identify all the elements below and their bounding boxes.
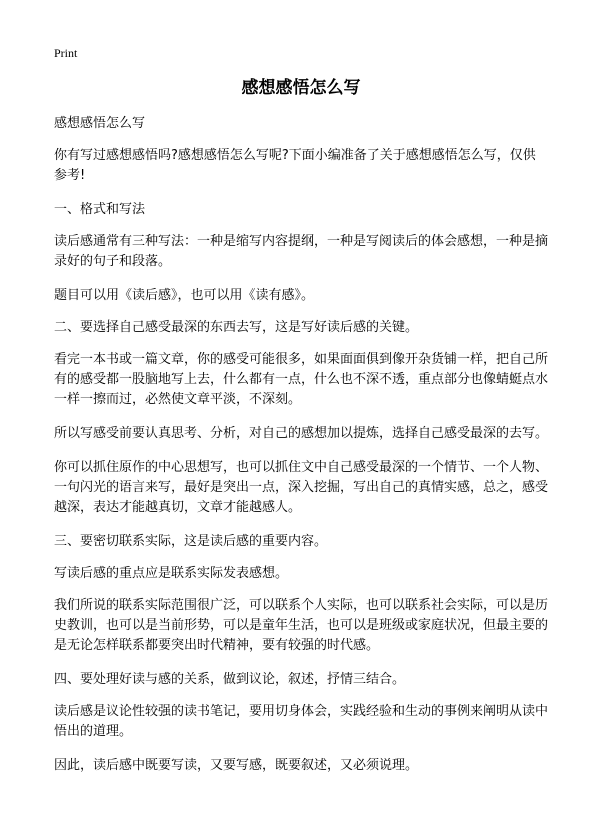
paragraph: 看完一本书或一篇文章，你的感受可能很多，如果面面俱到像开杂货铺一样，把自己所有的感受都一股脑地写上去，什么都有一点，什么也不深不透，重点部分也像蜻蜓点水一样一擦而过，必然使文章平淡，不深刻。 <box>54 352 549 407</box>
paragraph: 读后感通常有三种写法：一种是缩写内容提纲，一种是写阅读后的体会感想，一种是摘录好的句子和段落。 <box>54 234 549 269</box>
paragraph: 读后感是议论性较强的读书笔记，要用切身体会，实践经验和生动的事例来阐明从读中悟出的道理。 <box>54 704 549 739</box>
paragraph: 你可以抓住原作的中心思想写，也可以抓住文中自己感受最深的一个情节、一个人物、一句闪光的语言来写，最好是突出一点，深入挖掘，写出自己的真情实感，总之，感受越深，表达才能越真切，文章才能越感人。 <box>54 460 549 515</box>
section-heading-1: 一、格式和写法 <box>54 202 146 217</box>
paragraph-intro: 你有写过感想感悟吗?感想感悟怎么写呢?下面小编准备了关于感想感悟怎么写，仅供参考! <box>54 148 536 183</box>
paragraph: 写读后感的重点应是联系实际发表感想。 <box>54 566 289 581</box>
paragraph: 所以写感受前要认真思考、分析，对自己的感想加以提炼，选择自己感受最深的去写。 <box>54 426 549 441</box>
section-heading-2: 二、要选择自己感受最深的东西去写，这是写好读后感的关键。 <box>54 320 419 335</box>
paragraph: 因此，读后感中既要写读，又要写感，既要叙述，又必须说理。 <box>54 758 419 773</box>
section-heading-4: 四、要处理好读与感的关系，做到议论，叙述，抒情三结合。 <box>54 672 406 687</box>
paragraph: 我们所说的联系实际范围很广泛，可以联系个人实际，也可以联系社会实际，可以是历史教训，也可以是当前形势，可以是童年生活，也可以是班级或家庭状况，但最主要的是无论怎样联系都要突出时代精神，要有较强的时代感。 <box>54 598 549 653</box>
document-title: 感想感悟怎么写 <box>241 78 361 98</box>
paragraph: 题目可以用《读后感》，也可以用《读有感》。 <box>54 288 315 303</box>
paragraph-subtitle: 感想感悟怎么写 <box>54 116 146 131</box>
print-link[interactable]: Print <box>54 46 78 60</box>
section-heading-3: 三、要密切联系实际，这是读后感的重要内容。 <box>54 534 328 549</box>
